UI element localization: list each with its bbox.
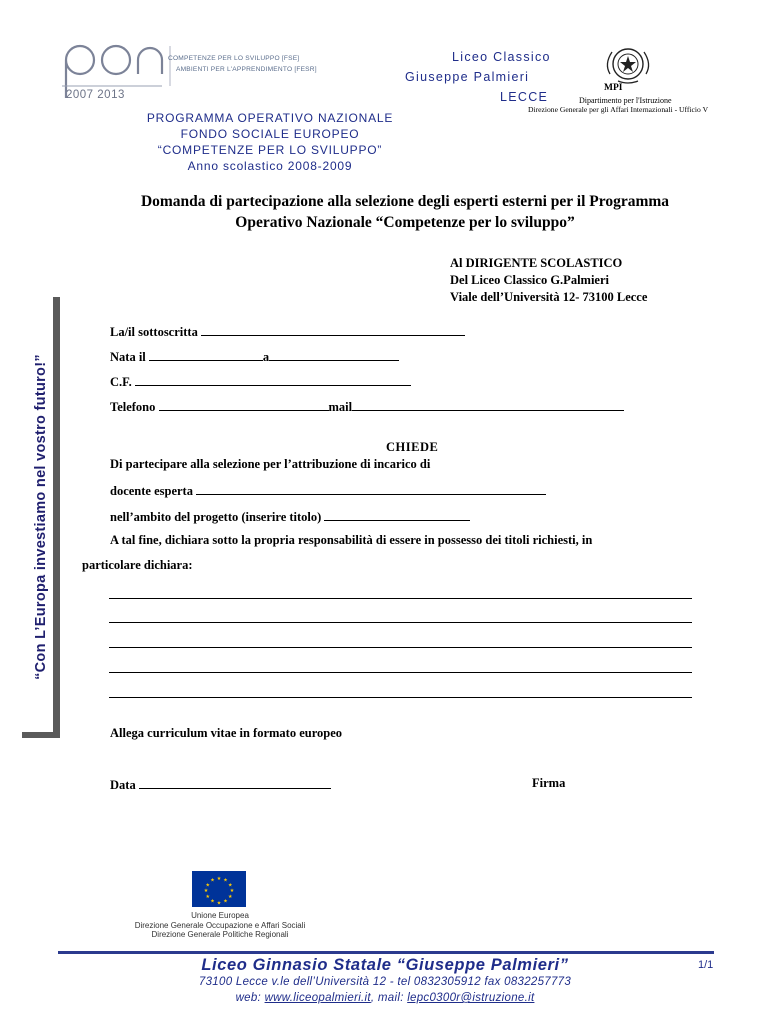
svg-text:★: ★ [227, 882, 233, 889]
document-title-line2: Operativo Nazionale “Competenze per lo sviluppo” [235, 214, 575, 231]
program-line2: FONDO SOCIALE EUROPEO [180, 127, 360, 141]
field-nata-date-line[interactable] [149, 348, 263, 361]
chiede-heading: CHIEDE [386, 440, 439, 454]
footer-address: 73100 Lecce v.le dell’Università 12 - tel 0832305912 fax 0832257773 [198, 976, 572, 988]
footer-contacts: web: www.liceopalmieri.it, mail: lepc0300r@istruzione.it [235, 992, 535, 1004]
field-cf-label: C.F. [110, 375, 132, 389]
svg-text:★: ★ [216, 876, 222, 882]
document-title [60, 191, 750, 233]
addressee-line2: Del Liceo Classico G.Palmieri [450, 273, 609, 287]
pon-logo-fesr-text: AMBIENTI PER L'APPRENDIMENTO [FESR] [176, 66, 317, 73]
dichiara-text-line2: particolare dichiara: [82, 558, 193, 572]
declaration-line-3[interactable] [109, 647, 692, 648]
field-data-line[interactable] [139, 776, 331, 789]
italian-republic-emblem-icon [600, 44, 656, 86]
mpi-label: MPI [604, 83, 623, 93]
side-banner-slogan: “Con L’Europa investiamo nel vostro futuro!” [33, 354, 49, 680]
footer-web-link[interactable]: www.liceopalmieri.it [264, 992, 371, 1004]
footer-mail-link[interactable]: lepc0300r@istruzione.it [407, 992, 535, 1004]
firma-label: Firma [532, 776, 566, 790]
footer-web-label: web: [235, 992, 262, 1004]
field-data [110, 776, 331, 793]
eu-logo-line3: Direzione Generale Politiche Regionali [151, 930, 289, 939]
school-name-line1: Liceo Classico [452, 50, 551, 64]
field-sottoscritta-label: La/il sottoscritta [110, 325, 198, 339]
svg-text:★: ★ [223, 877, 228, 884]
field-sottoscritta-line[interactable] [201, 323, 465, 336]
declaration-line-1[interactable] [109, 598, 692, 599]
addressee-block [450, 255, 647, 306]
field-progetto-line[interactable] [324, 508, 470, 521]
field-luogo-line[interactable] [269, 348, 399, 361]
field-mail-line[interactable] [352, 398, 624, 411]
eu-logo-line2: Direzione Generale Occupazione e Affari Sociali [134, 920, 306, 930]
svg-text:★: ★ [205, 882, 211, 889]
declaration-line-4[interactable] [109, 672, 692, 673]
footer-mail-label: mail: [377, 992, 404, 1004]
field-nata-label: Nata il [110, 350, 146, 364]
mpi-department: Dipartimento per l'Istruzione [579, 96, 672, 105]
field-telefono [110, 398, 624, 415]
mpi-directorate: Direzione Generale per gli Affari Internazionali - Ufficio V [528, 105, 709, 114]
school-name-line2: Giuseppe Palmieri [405, 70, 530, 84]
field-mail-label: mail [328, 400, 353, 414]
declaration-line-5[interactable] [109, 697, 692, 698]
field-luogo-label: a [262, 350, 270, 364]
field-data-label: Data [110, 778, 136, 792]
dichiara-text-line1: A tal fine, dichiara sotto la propria responsabilità di essere in possesso dei titoli richiesti, in [110, 533, 593, 547]
field-docente [110, 482, 546, 499]
field-cf-line[interactable] [135, 373, 411, 386]
svg-text:★: ★ [210, 898, 215, 905]
document-title-line1: Domanda di partecipazione alla selezione degli esperti esterni per il Programma [140, 193, 670, 210]
svg-text:★: ★ [227, 894, 233, 900]
eu-flag-icon [192, 871, 246, 907]
school-name-line3: LECCE [500, 90, 549, 104]
svg-text:★: ★ [216, 900, 222, 907]
program-line3: “COMPETENZE PER LO SVILUPPO” [157, 143, 383, 157]
allega-text: Allega curriculum vitae in formato europeo [110, 726, 343, 740]
eu-logo-text [108, 911, 332, 940]
pon-logo-years: 2007 2013 [66, 89, 125, 101]
page-number: 1/1 [698, 959, 714, 971]
partecipare-text: Di partecipare alla selezione per l’attribuzione di incarico di [110, 457, 431, 471]
field-telefono-line[interactable] [159, 398, 329, 411]
footer-title: Liceo Ginnasio Statale “Giuseppe Palmieri” [201, 956, 569, 974]
field-progetto-label: nell’ambito del progetto (inserire titolo) [110, 510, 322, 524]
svg-text:★: ★ [223, 898, 228, 905]
svg-text:★: ★ [203, 888, 209, 895]
addressee-line3: Viale dell’Università 12- 73100 Lecce [450, 290, 648, 304]
eu-logo-line1: Unione Europea [191, 911, 249, 920]
addressee-line1: Al DIRIGENTE SCOLASTICO [450, 256, 623, 270]
field-nata [110, 348, 399, 365]
footer-divider [58, 951, 714, 954]
svg-text:★: ★ [229, 888, 235, 895]
program-heading [110, 110, 430, 174]
svg-text:★: ★ [210, 877, 215, 884]
field-docente-line[interactable] [196, 482, 546, 495]
svg-text:★: ★ [205, 894, 211, 900]
field-docente-label: docente esperta [110, 484, 193, 498]
declaration-line-2[interactable] [109, 622, 692, 623]
pon-logo-fse-text: COMPETENZE PER LO SVILUPPO [FSE] [168, 55, 300, 62]
field-sottoscritta [110, 323, 465, 340]
program-line4: Anno scolastico 2008-2009 [187, 159, 353, 173]
field-progetto [110, 508, 470, 525]
program-line1: PROGRAMMA OPERATIVO NAZIONALE [146, 111, 394, 125]
field-cf [110, 373, 411, 390]
field-telefono-label: Telefono [110, 400, 156, 414]
